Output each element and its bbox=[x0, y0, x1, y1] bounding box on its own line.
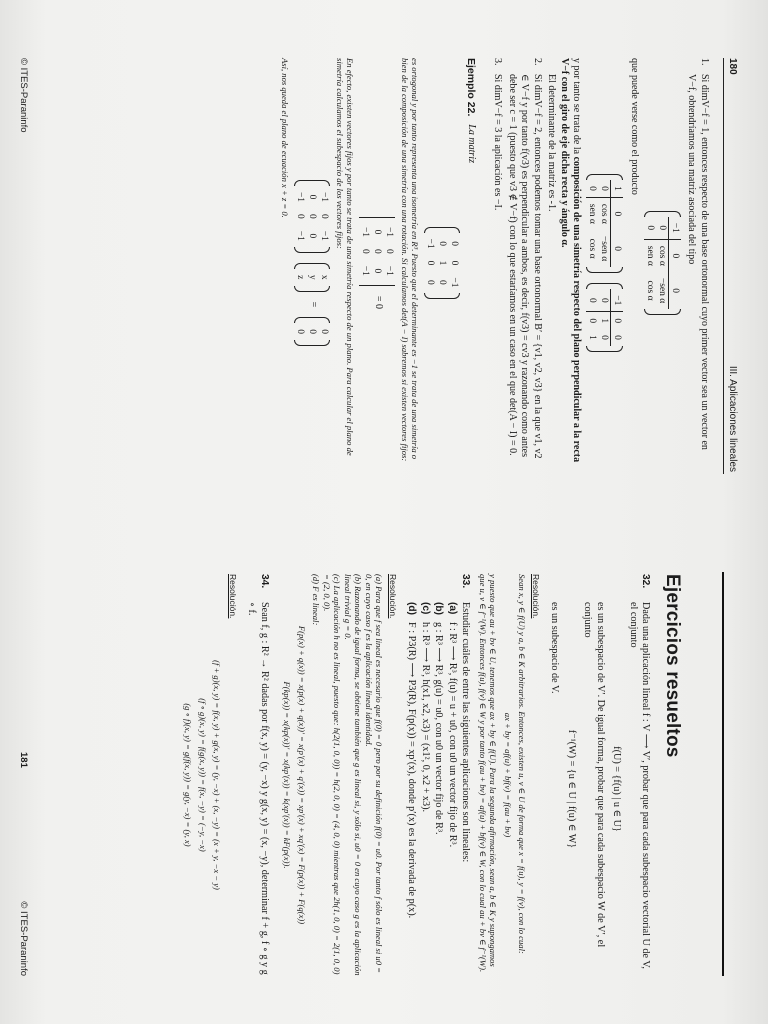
section-title: Ejercicios resueltos bbox=[662, 574, 683, 758]
matrix-cell: −1 bbox=[384, 265, 395, 276]
matrix-cell: 0 bbox=[611, 197, 624, 230]
matrix-cell: 0 bbox=[612, 246, 623, 251]
right-page bbox=[0, 512, 768, 1024]
case-dim-2 bbox=[506, 58, 544, 468]
determinant-row bbox=[360, 58, 396, 468]
matrix-cell: −1 bbox=[425, 238, 436, 249]
matrix-cell: −1 bbox=[295, 230, 306, 241]
system-row bbox=[295, 58, 331, 468]
right-column bbox=[179, 574, 712, 976]
matrix-cell: 0 bbox=[372, 268, 383, 274]
matrix-cell: 0 bbox=[669, 239, 682, 272]
matrix-cell: −1 bbox=[449, 277, 460, 288]
matrix-cell: 0 bbox=[372, 249, 383, 254]
exercise-text: es un subespacio de V. bbox=[549, 602, 561, 694]
exercise-33 bbox=[405, 574, 472, 976]
matrix-cell: 0 bbox=[307, 214, 318, 219]
matrix-b bbox=[587, 174, 624, 273]
matrix-cell: −1 bbox=[612, 295, 623, 306]
matrix-cell: 0 bbox=[612, 335, 623, 340]
resolution-text: (c) La aplicación h no es lineal, puesto que: h(2(1, 0, 0)) = h(2, 0, 0) = (4, 0, 0) mientras que 2h(1, 0, 0) = 2(1, 0, 0) = (2, 0, 0). bbox=[322, 574, 343, 975]
equation: f⁻¹(W) = {u ∈ U | f(u) ∈ W} bbox=[566, 729, 577, 849]
header-rule bbox=[722, 572, 724, 976]
matrix-cell: cos α bbox=[645, 280, 655, 301]
determinant-equals: = 0 bbox=[372, 295, 384, 310]
matrix-cell: 0 bbox=[372, 229, 383, 235]
exercise-text: Sean f, g : R² → R² dadas por f(x, y) = (y, −x) y g(x, y) = (x, −y), determinar f + g, f ∘ g y g ∘ f. bbox=[246, 602, 270, 975]
matrix-cell: 0 bbox=[599, 289, 612, 312]
equation: f(U) = {f(u) | u ∈ U} bbox=[611, 746, 623, 832]
page-number: 180 bbox=[727, 58, 738, 75]
matrix-cell: 0 bbox=[437, 241, 448, 246]
det-line: El determinante de la matriz es -1. bbox=[546, 74, 558, 212]
matrix-cell: 1 bbox=[612, 186, 623, 191]
matrix-cell: 0 bbox=[307, 194, 318, 200]
resolution-text: (d) F es lineal: bbox=[311, 574, 322, 626]
resolution-equation: ax + by = af(u) + bf(v) = f(au + bv) bbox=[503, 712, 513, 838]
matrix-cell: 0 bbox=[295, 214, 306, 219]
matrix-cell: 0 bbox=[670, 288, 680, 293]
exercise-number: 34. bbox=[259, 574, 270, 589]
matrix-cell: z bbox=[295, 275, 306, 280]
resolution-text: y puesto que au + bv ∈ U, tenemos que ax + by ∈ f(U). Para la segunda afirmación, sean a, b ∈ K y supongamos que u, v ∈ f⁻¹(W). Entonces f(u), f(v) ∈ W y por tanto f(au + bv) = af(u) + bf(v) ∈ W, con lo cual au + bv ∈ f⁻¹(W). bbox=[478, 574, 499, 973]
matrix-cell: 0 bbox=[295, 329, 306, 335]
exercise-number: 33. bbox=[460, 574, 472, 589]
page-number: 181 bbox=[18, 752, 29, 768]
matrix-c bbox=[587, 283, 624, 352]
exercise-text: Dada una aplicación lineal f : V ⟶ V′, probar que para cada subespacio vectorial U de V, el conjunto bbox=[628, 602, 652, 969]
item-number: 3. bbox=[492, 58, 504, 66]
matrix-cell: −1 bbox=[295, 191, 306, 203]
matrix-cell: 0 bbox=[425, 280, 436, 285]
determinant-matrix bbox=[360, 217, 396, 286]
matrix-cell: −1 bbox=[319, 230, 330, 241]
matrix-cell: 0 bbox=[611, 312, 624, 329]
product-row bbox=[587, 58, 624, 468]
left-column bbox=[280, 58, 712, 468]
exercise-32 bbox=[548, 574, 652, 976]
item-text: Si dimV−f = 1, entonces respecto de una base ortonormal cuyo primer vector sea un vector en V−f, obtendríamos una matriz asociada del tipo bbox=[686, 74, 710, 450]
resolution-label: Resolución. bbox=[531, 574, 541, 619]
matrix-cell: 1 bbox=[599, 312, 612, 329]
sub-item-c: (c) h : R³ ⟶ R³, h(x1, x2, x3) = (x1², 0, x2 + x3). bbox=[420, 602, 431, 813]
matrix-cell: cos α bbox=[587, 238, 598, 259]
fixed-vectors-text: En efecto, existen vectores fijos y por tanto se trata de una simetría respecto de un plano. Para calcular el plano de simetría calculamos el subespacio de los vectores fijos: bbox=[335, 58, 356, 456]
matrix-cell: 0 bbox=[449, 241, 460, 246]
matrix-cell: −sen α bbox=[656, 272, 669, 309]
resolution-equation: F(p(x) + q(x)) = x(p(x) + q(x))′ = x(p′(x) + q′(x)) = xp′(x) + xq′(x) = F(p(x)) + F(q(x)) bbox=[297, 625, 307, 925]
matrix-cell: 0 bbox=[307, 233, 318, 239]
matrix-cell: cos α bbox=[656, 239, 669, 272]
matrix-cell: −1 bbox=[384, 226, 395, 238]
matrix-cell: 0 bbox=[437, 280, 448, 285]
product-intro: que puede verse como el producto bbox=[629, 58, 640, 195]
resolution-equation: (f ∘ g)(x, y) = f(g(x, y)) = f(x, −y) = (−y, −x) bbox=[198, 698, 208, 852]
header-rule bbox=[723, 58, 724, 474]
example-matrix bbox=[425, 227, 461, 300]
matrix-cell: cos α bbox=[599, 197, 612, 230]
resolution-equation: F(kp(x)) = x(kp(x))′ = x(kp′(x)) = k(xp′(x)) = kF(p(x)). bbox=[282, 681, 293, 869]
matrix-cell: 0 bbox=[645, 225, 655, 231]
item-text: Si dimV−f = 2, entonces podemos tomar una base ortonormal B′ = {v1, v2, v3} en la que v1, v2 ∈ V−f y por tanto f(v3) es perpendicular a ambos, es decir, f(v3) = cv3 y razonando como antes debe ser c = 1 (puesto que v3 ∉ V−f) con lo que estaríamos en un caso en el que det(A − I) = 0. bbox=[507, 74, 543, 459]
exercise-34 bbox=[245, 574, 270, 976]
matrix-cell: 0 bbox=[587, 312, 599, 329]
matrix-cell: 0 bbox=[587, 186, 598, 191]
resolution-text: (a) Para que f sea lineal es necesario que f(0) = 0 pero por su definición f(0) = u0. Por tanto f sólo es lineal si u0 = 0, en cuyo caso f es la aplicación lineal identidad. bbox=[364, 574, 385, 973]
variables-vector bbox=[295, 263, 331, 292]
matrix-cell: 0 bbox=[307, 329, 318, 335]
resolution-label: Resolución. bbox=[228, 574, 238, 619]
matrix-cell: 0 bbox=[360, 249, 371, 254]
matrix-cell: 0 bbox=[599, 180, 612, 197]
plane-equation-text: Así, nos queda el plano de ecuación x + z = 0. bbox=[280, 58, 291, 218]
matrix-cell: 1 bbox=[437, 260, 448, 266]
item-text: Si dimV−f = 3 la aplicación es −I. bbox=[492, 74, 504, 211]
resolution-label: Resolución. bbox=[388, 574, 398, 619]
matrix-cell: 0 bbox=[656, 217, 669, 240]
product-result: y por tanto se trata de la composición de una simetría respecto del plano perpendicular a la recta V−f con el giro de eje dicha recta y ángulo α. bbox=[559, 58, 583, 463]
zero-vector bbox=[295, 317, 331, 346]
system-equals: = bbox=[307, 301, 319, 308]
resolution-equation: (f + g)(x, y) = f(x, y) + g(x, y) = (y, −x) + (x, −y) = (x + y, −x − y) bbox=[212, 660, 223, 890]
matrix-cell: −sen α bbox=[599, 230, 612, 267]
matrix-cell: −1 bbox=[670, 222, 680, 233]
matrix-cell: 0 bbox=[319, 214, 330, 219]
example-22-header bbox=[465, 58, 478, 468]
matrix-cell: 0 bbox=[599, 329, 612, 346]
sub-item-a: (a) f : R³ ⟶ R³, f(u) = u + u0, con u0 un vector fijo de R³. bbox=[447, 602, 458, 848]
exercise-number: 32. bbox=[640, 574, 652, 589]
example-matrix-row bbox=[425, 58, 461, 468]
case-dim-3 bbox=[491, 58, 504, 468]
example-label: La matriz bbox=[466, 124, 477, 163]
matrix-cell: −1 bbox=[360, 226, 371, 238]
exercise-text: es un subespacio de V′. De igual forma, probar que para cada subespacio W de V′, el conjunto bbox=[582, 602, 606, 948]
matrix-cell: 1 bbox=[587, 335, 598, 340]
matrix-cell: 0 bbox=[425, 260, 436, 266]
matrix-cell: 0 bbox=[384, 249, 395, 254]
item-number: 1. bbox=[699, 58, 710, 66]
matrix-cell: 0 bbox=[587, 297, 598, 303]
case-dim-1 bbox=[685, 58, 710, 468]
matrix-cell: 0 bbox=[449, 260, 460, 266]
matrix-cell: −1 bbox=[360, 265, 371, 276]
matrix-cell: 0 bbox=[319, 329, 330, 335]
matrix-cell: x bbox=[319, 274, 330, 280]
example-text: es ortogonal y por tanto representa una isometría en R³. Puesto que el determinante es −1 se trata de una simetría o bien de la composición de una simetría con una rotación. Si calculamos det(A − I) sabremos si existen vectores fijos: bbox=[400, 58, 421, 462]
matrix-cell: sen α bbox=[587, 197, 599, 230]
system-matrix bbox=[295, 180, 331, 253]
exercise-text: Estudiar cuáles de entre las siguientes aplicaciones son lineales: bbox=[460, 602, 472, 863]
sub-items bbox=[405, 602, 458, 976]
resolution-text: Sean x, y ∈ f(U) y a, b ∈ K arbitrarios. Entonces, existen u, v ∈ U de forma que x = f(u), y = f(v), con lo cual: bbox=[517, 574, 528, 954]
sub-item-b: (b) g : R³ ⟶ R³, g(u) = u0, con u0 un vector fijo de R³. bbox=[433, 602, 445, 835]
matrix-a bbox=[644, 211, 681, 316]
sub-item-d: (d) F : P3(R) ⟶ P3(R), F(p(x)) = xp′(x), donde p′(x) es la derivada de p(x). bbox=[406, 602, 418, 919]
example-title: Ejemplo 22. bbox=[465, 58, 477, 117]
matrix-cell: y bbox=[307, 274, 318, 280]
matrix-cell: sen α bbox=[644, 239, 656, 272]
resolution-text: (b) Razonando de igual forma, se obtiene también que g es lineal si, y sólo si, u0 = 0 en cuyo caso g es la aplicación lineal trivial g = 0. bbox=[343, 574, 364, 976]
chapter-title: III. Aplicaciones lineales bbox=[727, 365, 738, 472]
matrix-a-row bbox=[644, 58, 681, 468]
resolution-equation: (g ∘ f)(x, y) = g(f(x, y)) = g(y, −x) = (y, x) bbox=[183, 703, 194, 847]
footer-brand: © ITES-Paraninfo bbox=[18, 58, 29, 133]
matrix-cell: −1 bbox=[319, 191, 330, 203]
item-number: 2. bbox=[532, 58, 543, 66]
footer-brand: © ITES-Paraninfo bbox=[18, 901, 29, 976]
